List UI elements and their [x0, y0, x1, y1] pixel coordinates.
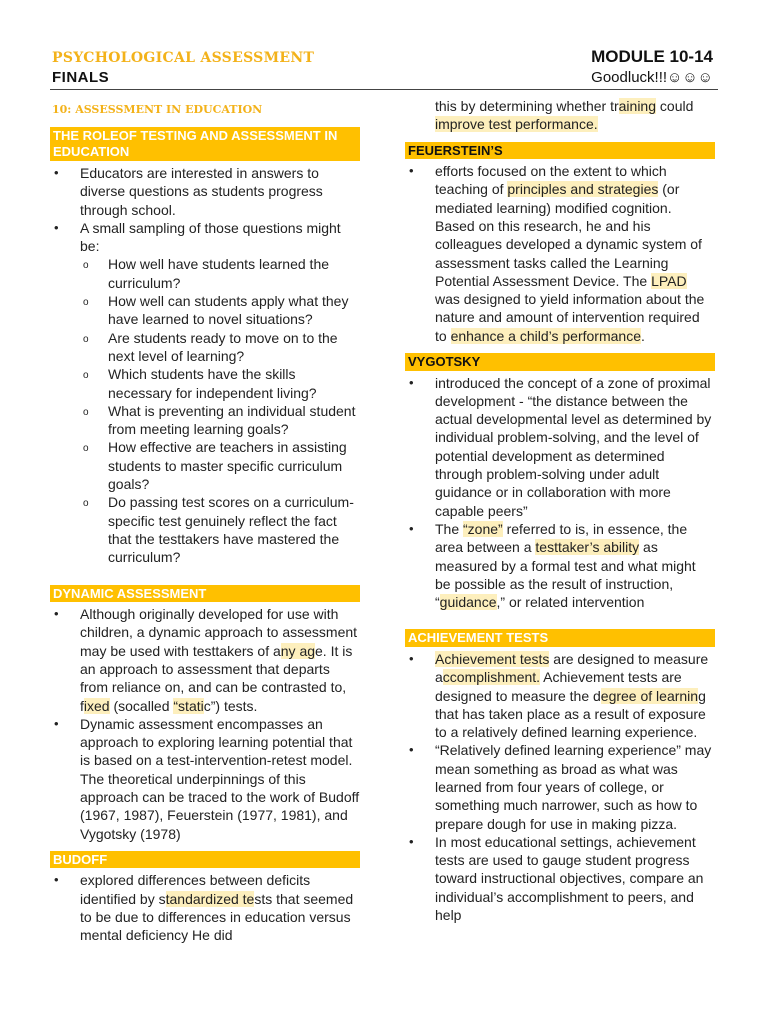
- highlight: principles and strategies: [507, 181, 659, 198]
- budoff-list: [50, 871, 360, 944]
- sub-bullet-item: o How well can students apply what they have learned to novel situations?: [50, 292, 360, 329]
- achievement-tests-list: [405, 650, 715, 924]
- highlight: tandardized te: [165, 890, 255, 907]
- highlight: ixed: [83, 697, 110, 714]
- dynamic-assessment-list: [50, 605, 360, 843]
- highlight: testtaker’s ability: [535, 539, 640, 556]
- highlight: ccomplishment.: [442, 669, 541, 686]
- heading-feuerstein: FEUERSTEIN’S: [405, 142, 715, 160]
- heading-vygotsky: VYGOTSKY: [405, 353, 715, 371]
- bullet-item: • explored differences between deficits identified by standardized tests that seemed to be due to differences in education versus mental deficiency He did: [50, 871, 360, 944]
- highlight: aining: [618, 98, 657, 114]
- highlight: enhance a child’s performance: [450, 327, 641, 344]
- sub-bullet-item: o Which students have the skills necessary for independent living?: [50, 365, 360, 402]
- bullet-item: • A small sampling of those questions might be:: [50, 219, 360, 256]
- role-of-testing-list: [50, 164, 360, 567]
- highlight: LPAD: [651, 272, 687, 289]
- left-column: [50, 97, 360, 945]
- heading-budoff: BUDOFF: [50, 851, 360, 869]
- header-divider: [50, 89, 718, 90]
- document-subtitle: FINALS: [52, 69, 110, 86]
- continued-text: this by determining whether training could improve test performance.: [435, 98, 694, 133]
- vygotsky-list: [405, 374, 715, 612]
- feuerstein-list: [405, 162, 715, 345]
- sub-bullet-item: o What is preventing an individual student from meeting learning goals?: [50, 402, 360, 439]
- goodluck-text: Goodluck!!!☺☺☺: [591, 69, 713, 86]
- heading-role-of-testing: THE ROLEOF TESTING AND ASSESSMENT IN EDUCATION: [50, 127, 360, 161]
- bullet-item: • introduced the concept of a zone of proximal development - “the distance between the actual developmental level as determined by individual problem-solving, and the level of potential development as determined through problem-solving under adult guidance or in collaboration with more capable peers”: [405, 374, 715, 520]
- highlight: “stati: [173, 697, 204, 714]
- sub-bullet-item: o How effective are teachers in assisting students to master specific curriculum goals?: [50, 438, 360, 493]
- sub-bullet-item: o Do passing test scores on a curriculum-specific test genuinely reflect the fact that the testtakers have mastered the curriculum?: [50, 493, 360, 566]
- bullet-item: • Educators are interested in answers to diverse questions as students progress through school.: [50, 164, 360, 219]
- heading-achievement-tests: ACHIEVEMENT TESTS: [405, 629, 715, 647]
- document-title: PSYCHOLOGICAL ASSESSMENT: [52, 50, 315, 66]
- sub-bullet-item: o How well have students learned the curriculum?: [50, 255, 360, 292]
- bullet-item: • The “zone” referred to is, in essence, the area between a testtaker’s ability as measured by a formal test and what might be possible as the result of instruction, “guidance,” or related intervention: [405, 520, 715, 611]
- heading-dynamic-assessment: DYNAMIC ASSESSMENT: [50, 585, 360, 603]
- highlight: “zone”: [463, 520, 503, 537]
- highlight: egree of learnin: [600, 687, 699, 704]
- bullet-item: • Achievement tests are designed to measure accomplishment. Achievement tests are designed to measure the degree of learning that has taken place as a result of exposure to a relatively defined learning experience.: [405, 650, 715, 741]
- right-column: [405, 97, 715, 924]
- bullet-item: • efforts focused on the extent to which teaching of principles and strategies (or mediated learning) modified cognition. Based on this research, he and his colleagues developed a dynamic system of assessment tasks called the Learning Potential Assessment Device. The LPAD was designed to yield information about the nature and amount of intervention required to enhance a child’s performance.: [405, 162, 715, 345]
- section-heading: 10: ASSESSMENT IN EDUCATION: [52, 103, 263, 116]
- bullet-item: • In most educational settings, achievement tests are used to gauge student progress toward instructional objectives, compare an individual’s accomplishment to peers, and help: [405, 833, 715, 924]
- highlight: improve test performance.: [435, 116, 598, 133]
- bullet-item: • Dynamic assessment encompasses an approach to exploring learning potential that is based on a test-intervention-retest model. The theoretical underpinnings of this approach can be traced to the work of Budoff (1967, 1987), Feuerstein (1977, 1981), and Vygotsky (1978): [50, 715, 360, 843]
- bullet-item: • Although originally developed for use with children, a dynamic approach to assessment may be used with testtakers of any age. It is an approach to assessment that departs from reliance on, and can be contrasted to, fixed (socalled “static”) tests.: [50, 605, 360, 715]
- highlight: guidance: [439, 594, 497, 611]
- highlight: Achievement tests: [435, 650, 550, 667]
- module-label: MODULE 10-14: [591, 47, 713, 66]
- highlight: ny ag: [280, 642, 316, 659]
- bullet-item: • “Relatively defined learning experience” may mean something as broad as what was learned from four years of college, or something much narrower, such as how to prepare dough for use in making pizza.: [405, 741, 715, 832]
- sub-bullet-item: o Are students ready to move on to the next level of learning?: [50, 329, 360, 366]
